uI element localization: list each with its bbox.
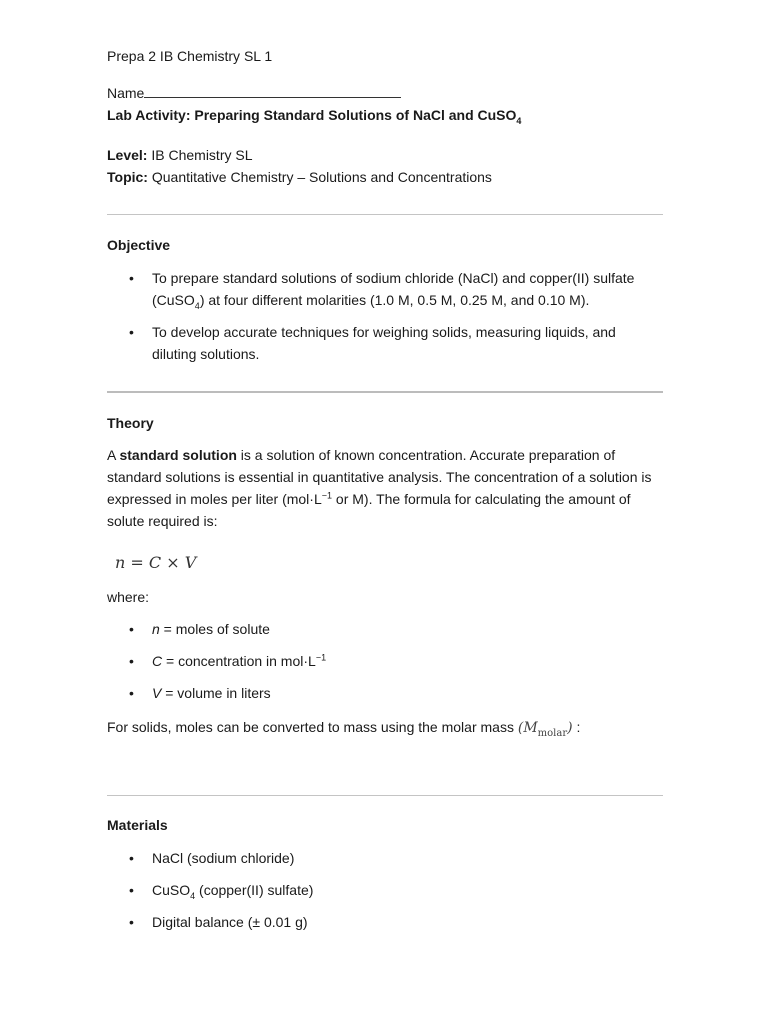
bullet-icon: • <box>129 324 134 340</box>
name-field-line <box>107 82 663 104</box>
list-item: • V = volume in liters <box>107 682 663 704</box>
divider <box>107 214 663 215</box>
topic-label: Topic: <box>107 169 148 185</box>
bullet-icon: • <box>129 850 134 866</box>
bullet-icon: • <box>129 685 134 701</box>
list-item: • NaCl (sodium chloride) <box>107 847 663 869</box>
theory-heading: Theory <box>107 415 154 431</box>
molar-mass-symbol: $(M_{molar})$ <box>517 720 573 739</box>
topic-line <box>107 166 663 188</box>
list-item: • CuSO$_4$ (copper(II) sulfate) <box>107 879 663 901</box>
level-value: IB Chemistry SL <box>147 147 253 163</box>
theory-paragraph: A standard solution is a solution of known concentration. Accurate preparation of standard solutions is essential in quantitative analysis. The concentration of a solution is expressed in moles per liter ($mol\cdot L^{-1}$ or M). The formula for calculating the amount of solute required is: <box>107 447 652 529</box>
where-label: where: <box>107 589 150 605</box>
name-label: Name <box>107 85 145 101</box>
bullet-icon: • <box>129 882 134 898</box>
list-item: • To prepare standard solutions of sodium chloride (NaCl) and copper(II) sulfate (CuSO$_4$) at four different molarities (1.0 M, 0.5 M, 0.25 M, and 0.10 M). <box>107 267 663 311</box>
materials-list <box>107 847 663 933</box>
formula-n-c-v: n = C × V <box>115 553 197 572</box>
course-line: Prepa 2 IB Chemistry SL 1 <box>107 48 273 64</box>
level-label: Level: <box>107 147 148 163</box>
objective-heading: Objective <box>107 237 171 253</box>
list-item: • C = concentration in $mol\cdot L^{-1}$ <box>107 650 663 672</box>
lab-title: Lab Activity: Preparing Standard Solutions of NaCl and CuSO$_4$ <box>107 107 522 126</box>
bullet-icon: • <box>129 653 134 669</box>
objective-list <box>107 267 663 365</box>
list-item: • To develop accurate techniques for weighing solids, measuring liquids, and diluting solutions. <box>107 321 663 365</box>
molar-mass-sentence: For solids, moles can be converted to mass using the molar mass $(M_{molar})$ : <box>107 719 581 739</box>
bullet-icon: • <box>129 621 134 637</box>
bullet-icon: • <box>129 914 134 930</box>
divider <box>107 795 663 796</box>
materials-heading: Materials <box>107 817 168 833</box>
list-item: • n = moles of solute <box>107 618 663 640</box>
name-blank[interactable] <box>144 83 401 98</box>
topic-value: Quantitative Chemistry – Solutions and Concentrations <box>147 169 492 185</box>
list-item: • Digital balance (± 0.01 g) <box>107 911 663 933</box>
divider <box>107 391 663 393</box>
bullet-icon: • <box>129 270 134 286</box>
variables-list <box>107 618 663 704</box>
document-page <box>107 45 663 933</box>
level-line <box>107 144 663 166</box>
